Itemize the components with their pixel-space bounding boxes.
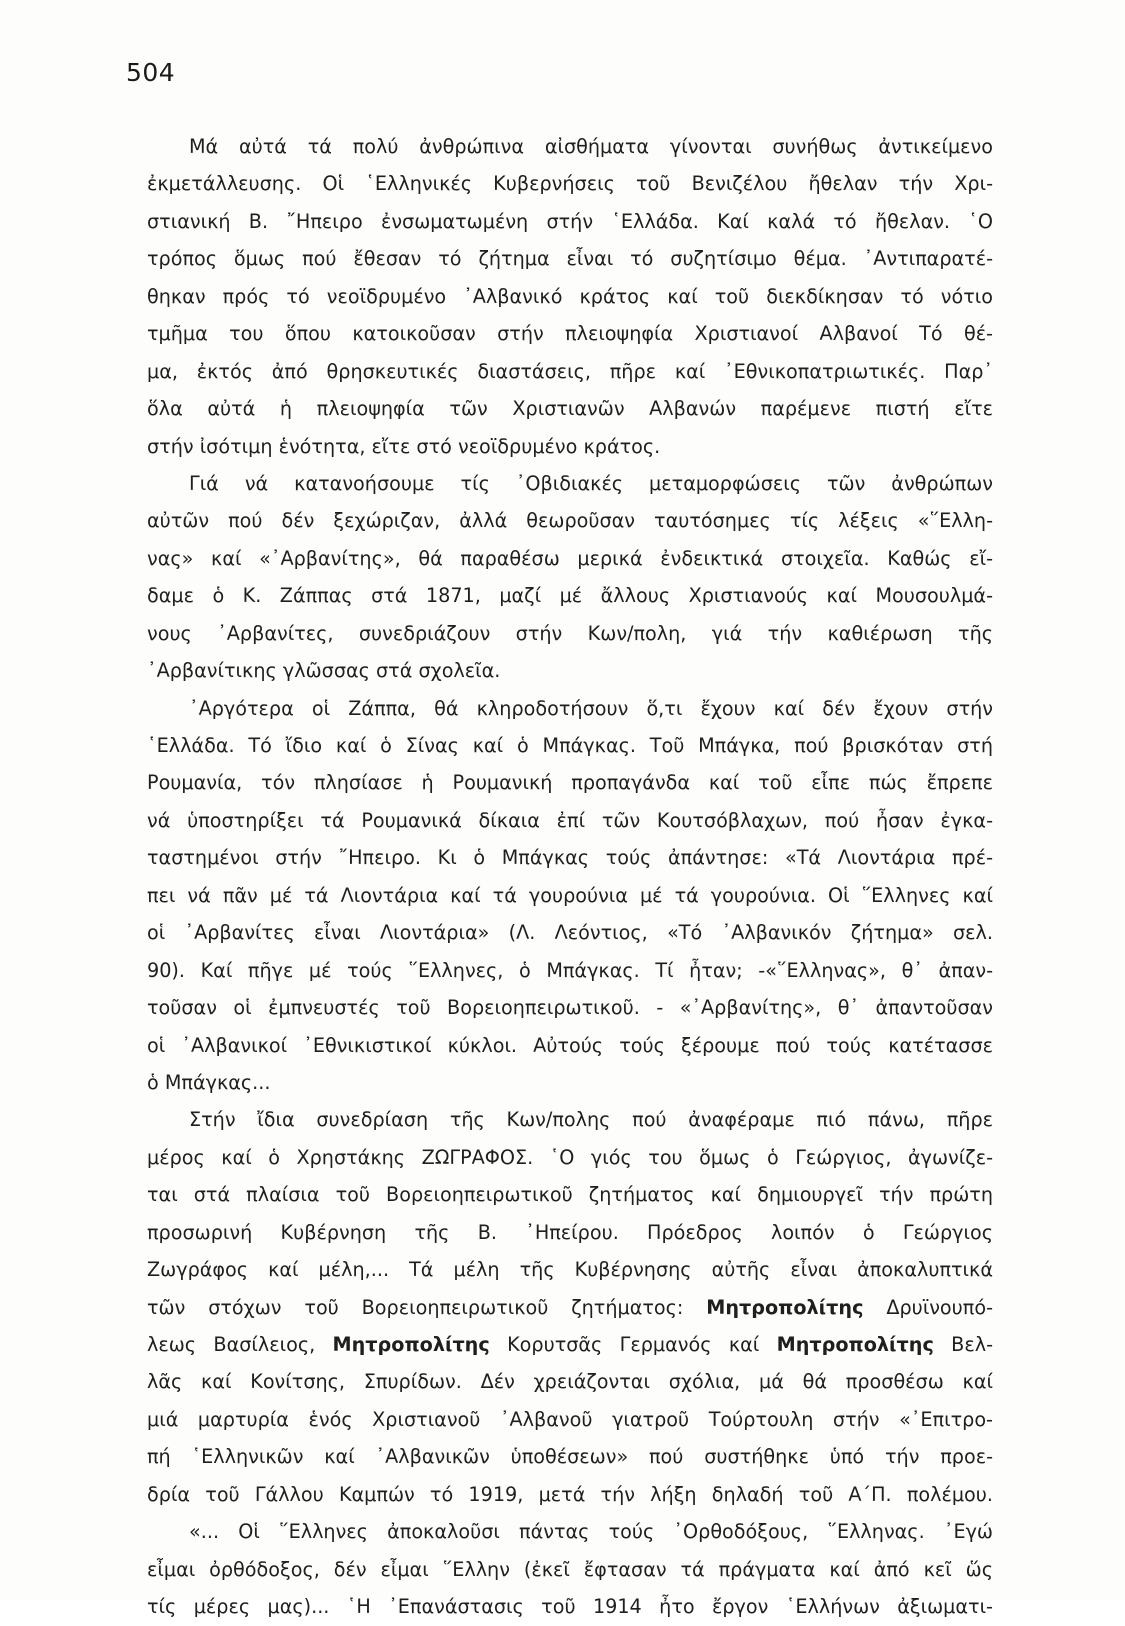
text-line: [147, 1476, 993, 1513]
line-text: δρία τοῦ Γάλλου Καμπών τό 1919, μετά τήν λήξη δηλαδή τοῦ Α΄Π. πολέμου.: [147, 1482, 993, 1506]
text-line: [147, 465, 993, 502]
line-text: τρόπος ὅμως πού ἔθεσαν τό ζήτημα εἶναι τό συζητίσιμο θέμα. ᾿Αντιπαρατέ-: [147, 247, 993, 271]
text-line: [147, 615, 993, 652]
text-line: [147, 877, 993, 914]
line-text: Βελ-: [933, 1333, 993, 1356]
line-text: Μά αὐτά τά πολύ ἀνθρώπινα αἰσθήματα γίνονται συνήθως ἀντικείμενο: [189, 135, 993, 158]
line-text: δαμε ὁ Κ. Ζάππας στά 1871, μαζί μέ ἄλλους Χριστιανούς καί Μουσουλμά-: [147, 584, 993, 608]
line-text: εἶμαι ὀρθόδοξος, δέν εἶμαι ῞Ελλην (ἐκεῖ ἔφτασαν τά πράγματα καί ἀπό κεῖ ὥς: [147, 1557, 993, 1581]
line-text: Κορυτσᾶς Γερμανός καί: [489, 1333, 777, 1356]
line-text: θηκαν πρός τό νεοϊδρυμένο ᾿Αλβανικό κράτος καί τοῦ διεκδίκησαν τό νότιο: [147, 284, 993, 308]
text-line: [147, 1101, 993, 1138]
line-text: Στήν ἴδια συνεδρίαση τῆς Κων/πολης πού ἀναφέραμε πιό πάνω, πῆρε: [189, 1108, 993, 1132]
line-text: μα, ἐκτός ἀπό θρησκευτικές διαστάσεις, πῆρε καί ᾿Εθνικοπατριωτικές. Παρ᾿: [147, 359, 993, 383]
text-line: [147, 577, 993, 614]
line-text: στήν ἰσότιμη ἑνότητα, εἴτε στό νεοϊδρυμένο κράτος.: [147, 434, 661, 458]
text-line: [147, 1326, 993, 1363]
text-line: [147, 1438, 993, 1475]
page-number: 504: [126, 58, 176, 87]
line-text: ταστημένοι στήν ῎Ηπειρο. Κι ὁ Μπάγκας τούς ἀπάντησε: «Τά Λιοντάρια πρέ-: [147, 846, 993, 870]
text-line: [147, 952, 993, 989]
line-text: τοῦσαν οἱ ἐμπνευστές τοῦ Βορειοηπειρωτικοῦ. - «᾿Αρβανίτης», θ᾿ ἀπαντοῦσαν: [147, 996, 993, 1020]
text-line: [147, 1139, 993, 1176]
text-line: [147, 502, 993, 539]
line-text: λᾶς καί Κονίτσης, Σπυρίδων. Δέν χρειάζονται σχόλια, μά θά προσθέσω καί: [147, 1370, 993, 1394]
line-text: ᾿Αργότερα οἱ Ζάππα, θά κληροδοτήσουν ὅ,τι ἔχουν καί δέν ἔχουν στήν: [189, 696, 993, 720]
line-text: προσωρινή Κυβέρνηση τῆς Β. ᾿Ηπείρου. Πρόεδρος λοιπόν ὁ Γεώργιος: [147, 1220, 993, 1244]
text-line: [147, 390, 993, 427]
line-text: νας» καί «᾿Αρβανίτης», θά παραθέσω μερικά ἐνδεικτικά στοιχεῖα. Καθώς εἴ-: [147, 546, 993, 570]
text-line: [147, 203, 993, 240]
text-line: [147, 1027, 993, 1064]
line-text: τμῆμα του ὅπου κατοικοῦσαν στήν πλειοψηφία Χριστιανοί Αλβανοί Τό θέ-: [147, 322, 993, 346]
bold-term: Μητροπολίτης: [332, 1333, 490, 1356]
line-text: 90). Καί πῆγε μέ τούς ῞Ελληνες, ὁ Μπάγκας. Τί ἦταν; -«῞Ελληνας», θ᾿ ἀπαν-: [147, 958, 993, 982]
line-text: οἱ ᾿Αρβανίτες εἶναι Λιοντάρια» (Λ. Λεόντιος, «Τό ᾿Αλβανικόν ζήτημα» σελ.: [147, 921, 993, 945]
line-text: νους ᾿Αρβανίτες, συνεδριάζουν στήν Κων/πολη, γιά τήν καθιέρωση τῆς: [147, 621, 993, 645]
bold-term: Μητροπολίτης: [776, 1333, 934, 1356]
text-line: [147, 278, 993, 315]
text-line: [147, 128, 993, 165]
line-text: πή ῾Ελληνικῶν καί ᾿Αλβανικῶν ὑποθέσεων» πού συστήθηκε ὑπό τήν προε-: [147, 1445, 993, 1469]
line-text: ᾿Αρβανίτικης γλῶσσας στά σχολεῖα.: [147, 659, 501, 683]
line-text: ὁ Μπάγκας...: [147, 1070, 271, 1094]
text-line: [147, 1064, 993, 1101]
text-line: [147, 727, 993, 764]
line-text: λεως Βασίλειος,: [147, 1333, 333, 1356]
line-text: μέρος καί ὁ Χρηστάκης ΖΩΓΡΑΦΟΣ. ῾Ο γιός του ὅμως ὁ Γεώργιος, ἀγωνίζε-: [147, 1145, 993, 1169]
text-line: [147, 240, 993, 277]
text-line: [147, 1363, 993, 1400]
line-text: ὅλα αὐτά ἡ πλειοψηφία τῶν Χριστιανῶν Αλβανών παρέμενε πιστή εἴτε: [147, 397, 993, 421]
body-text: [147, 128, 993, 1626]
text-line: [147, 540, 993, 577]
text-line: [147, 839, 993, 876]
text-line: [147, 914, 993, 951]
line-text: ται στά πλαίσια τοῦ Βορειοηπειρωτικοῦ ζητήματος καί δημιουργεῖ τήν πρώτη: [147, 1183, 993, 1207]
line-text: αὐτῶν πού δέν ξεχώριζαν, ἀλλά θεωροῦσαν ταυτόσημες τίς λέξεις «῞Ελλη-: [147, 509, 993, 533]
text-line: [147, 315, 993, 352]
line-text: τῶν στόχων τοῦ Βορειοηπειρωτικοῦ ζητήματος:: [147, 1295, 707, 1319]
text-line: [147, 1289, 993, 1326]
text-line: [147, 802, 993, 839]
text-line: [147, 1401, 993, 1438]
text-line: [147, 1176, 993, 1213]
line-text: νά ὑποστηρίξει τά Ρουμανικά δίκαια ἐπί τῶν Κουτσόβλαχων, πού ἦσαν ἐγκα-: [147, 808, 993, 832]
line-text: ἐκμετάλλευσης. Οἱ ῾Ελληνικές Κυβερνήσεις τοῦ Βενιζέλου ἤθελαν τήν Χρι-: [147, 172, 993, 196]
text-line: [147, 989, 993, 1026]
line-text: Ρουμανία, τόν πλησίασε ἡ Ρουμανική προπαγάνδα καί τοῦ εἶπε πώς ἔπρεπε: [147, 771, 993, 795]
line-text: Γιά νά κατανοήσουμε τίς ᾿Οβιδιακές μεταμορφώσεις τῶν ἀνθρώπων: [189, 471, 993, 495]
text-line: [147, 690, 993, 727]
text-line: [147, 652, 993, 689]
line-text: μιά μαρτυρία ἑνός Χριστιανοῦ ᾿Αλβανοῦ γιατροῦ Τούρτουλη στήν «᾿Επιτρο-: [147, 1407, 993, 1431]
text-line: [147, 1551, 993, 1588]
line-text: «... Οἱ ῞Ελληνες ἀποκαλοῦσι πάντας τούς ᾿Ορθοδόξους, ῞Ελληνας. ᾿Εγώ: [189, 1520, 993, 1544]
text-line: [147, 1588, 993, 1625]
text-line: [147, 764, 993, 801]
text-line: [147, 165, 993, 202]
bold-term: Μητροπολίτης: [706, 1295, 864, 1319]
line-text: Ζωγράφος καί μέλη,... Τά μέλη τῆς Κυβέρνησης αὐτῆς εἶναι ἀποκαλυπτικά: [147, 1258, 993, 1282]
line-text: οἱ ᾿Αλβανικοί ᾿Εθνικιστικοί κύκλοι. Αὐτούς τούς ξέρουμε πού τούς κατέτασσε: [147, 1033, 993, 1057]
line-text: ῾Ελλάδα. Τό ἴδιο καί ὁ Σίνας καί ὁ Μπάγκας. Τοῦ Μπάγκα, πού βρισκόταν στή: [147, 734, 993, 757]
text-line: [147, 1251, 993, 1288]
line-text: πει νά πᾶν μέ τά Λιοντάρια καί τά γουρούνια μέ τά γουρούνια. Οἱ ῞Ελληνες καί: [147, 883, 993, 907]
text-line: [147, 1513, 993, 1550]
line-text: στιανική Β. ῎Ηπειρο ἐνσωματωμένη στήν ῾Ελλάδα. Καί καλά τό ἤθελαν. ῾Ο: [147, 209, 993, 233]
text-line: [147, 353, 993, 390]
text-line: [147, 428, 993, 465]
text-line: [147, 1214, 993, 1251]
line-text: τίς μέρες μας)... ῾Η ᾿Επανάστασις τοῦ 1914 ἦτο ἔργον ῾Ελλήνων ἀξιωματι-: [147, 1595, 993, 1619]
line-text: Δρυϊνουπό-: [863, 1295, 993, 1319]
